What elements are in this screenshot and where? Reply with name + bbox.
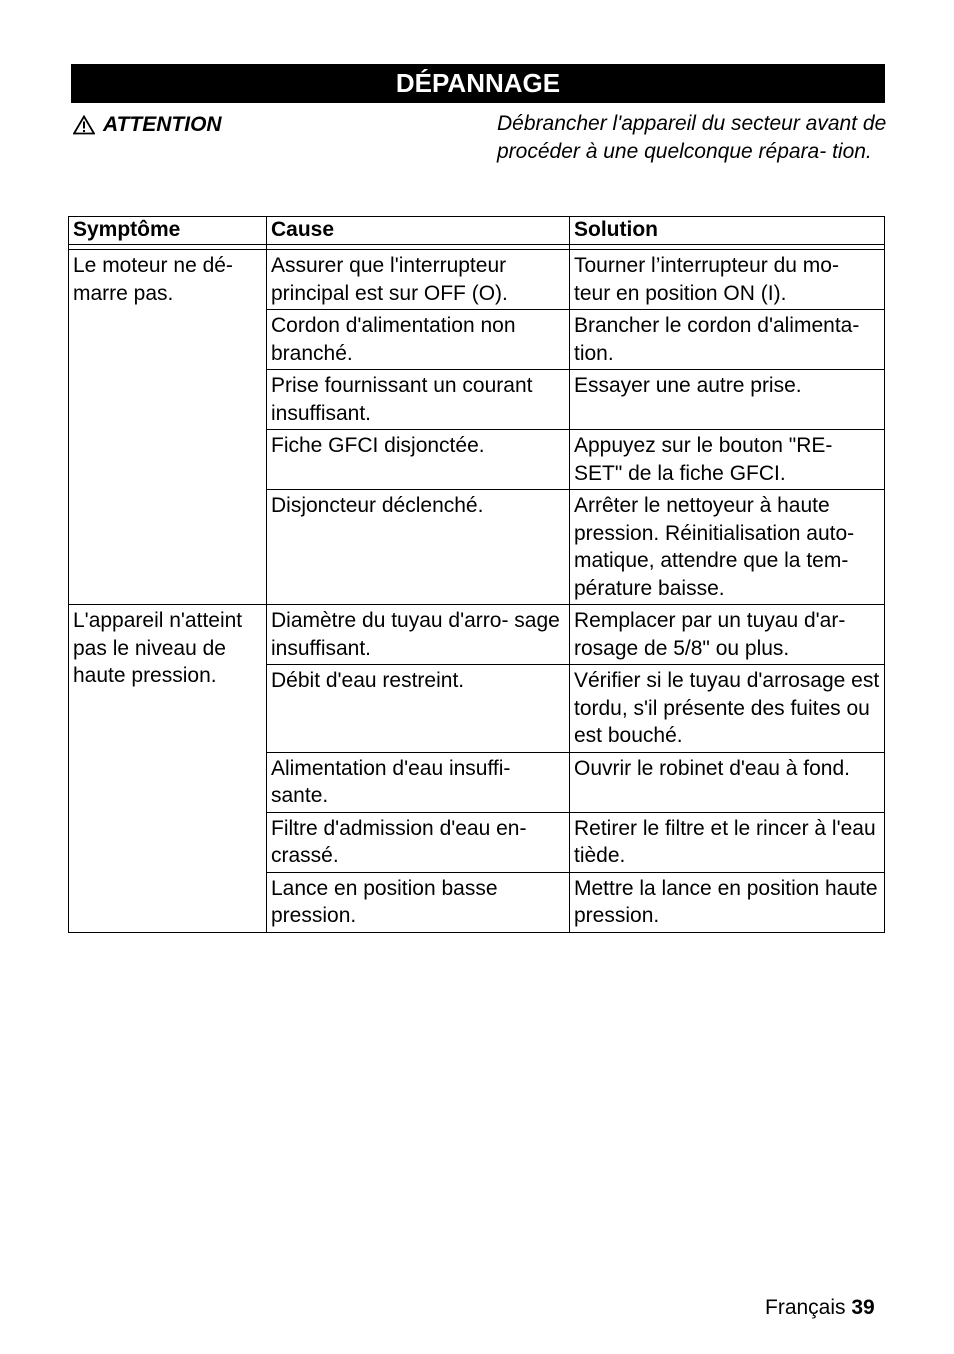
troubleshooting-table xyxy=(68,216,885,933)
attention-label: ATTENTION xyxy=(103,113,222,136)
page-title: DÉPANNAGE xyxy=(71,64,885,103)
solution-cell: Brancher le cordon d'alimenta- tion. xyxy=(570,310,885,370)
cause-cell: Cordon d'alimentation non branché. xyxy=(267,310,570,370)
page-number: 39 xyxy=(851,1296,875,1319)
symptom-cell: Le moteur ne dé- marre pas. xyxy=(69,250,267,605)
cause-cell: Diamètre du tuyau d'arro- sage insuffisant. xyxy=(267,605,570,665)
page-footer xyxy=(765,1296,875,1320)
cause-cell: Disjoncteur déclenché. xyxy=(267,490,570,605)
cause-cell: Prise fournissant un courant insuffisant. xyxy=(267,370,570,430)
table-row xyxy=(69,250,885,310)
symptom-cell: L'appareil n'atteint pas le niveau de haute pression. xyxy=(69,605,267,933)
table-row xyxy=(69,605,885,665)
solution-cell: Tourner l’interrupteur du mo- teur en position ON (I). xyxy=(570,250,885,310)
solution-cell: Appuyez sur le bouton "RE- SET" de la fiche GFCI. xyxy=(570,430,885,490)
attention-text: Débrancher l'appareil du secteur avant de procéder à une quelconque répara- tion. xyxy=(497,112,887,163)
footer-language: Français xyxy=(765,1296,846,1319)
column-header-solution: Solution xyxy=(570,217,885,245)
solution-cell: Remplacer par un tuyau d'ar- rosage de 5/8" ou plus. xyxy=(570,605,885,665)
cause-cell: Fiche GFCI disjonctée. xyxy=(267,430,570,490)
cause-cell: Filtre d'admission d'eau en- crassé. xyxy=(267,812,570,872)
column-header-cause: Cause xyxy=(267,217,570,245)
solution-cell: Arrêter le nettoyeur à haute pression. Réinitialisation auto- matique, attendre que la tem- pérature baisse. xyxy=(570,490,885,605)
cause-cell: Lance en position basse pression. xyxy=(267,872,570,932)
attention-heading xyxy=(73,113,222,137)
solution-cell: Ouvrir le robinet d'eau à fond. xyxy=(570,752,885,812)
cause-cell: Assurer que l'interrupteur principal est sur OFF (O). xyxy=(267,250,570,310)
warning-triangle-icon xyxy=(73,115,95,135)
table-header-row xyxy=(69,217,885,245)
solution-cell: Essayer une autre prise. xyxy=(570,370,885,430)
solution-cell: Retirer le filtre et le rincer à l'eau tiède. xyxy=(570,812,885,872)
column-header-symptom: Symptôme xyxy=(69,217,267,245)
solution-cell: Mettre la lance en position haute pression. xyxy=(570,872,885,932)
solution-cell: Vérifier si le tuyau d'arrosage est tordu, s'il présente des fuites ou est bouché. xyxy=(570,665,885,753)
cause-cell: Débit d'eau restreint. xyxy=(267,665,570,753)
cause-cell: Alimentation d'eau insuffi- sante. xyxy=(267,752,570,812)
